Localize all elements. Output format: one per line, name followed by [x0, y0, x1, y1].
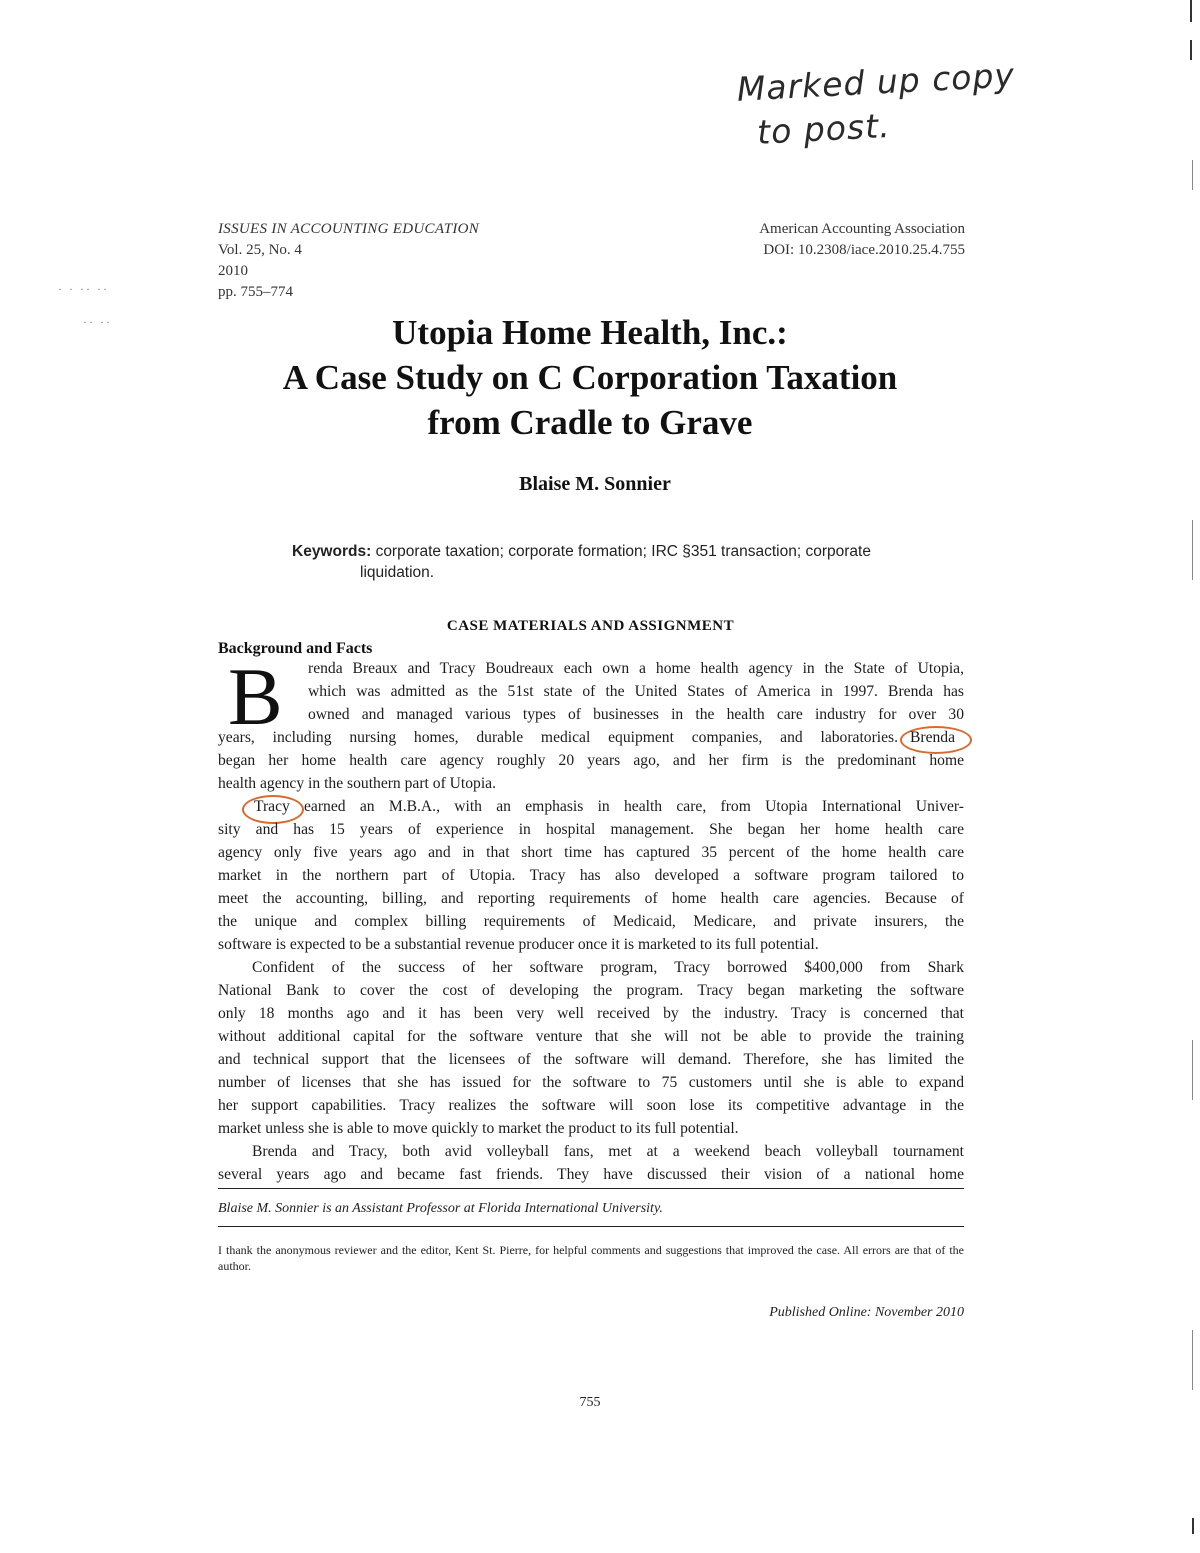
body-line: number of licenses that she has issued for the software to 75 customers until she is able to expand	[218, 1074, 964, 1091]
journal-year: 2010	[218, 263, 248, 279]
scan-edge-mark	[1192, 1518, 1194, 1534]
author-name: Blaise M. Sonnier	[519, 473, 671, 495]
body-line: years, including nursing homes, durable medical equipment companies, and laboratories.	[218, 729, 898, 746]
body-line: health agency in the southern part of Utopia.	[218, 775, 496, 792]
footnote-rule-top	[218, 1188, 964, 1189]
body-line: meet the accounting, billing, and reporting requirements of home health care agencies. Because of	[218, 890, 964, 907]
scan-artifact: · · ·· ··	[58, 282, 109, 296]
journal-header-left	[218, 219, 479, 303]
scan-edge-mark	[1192, 1330, 1193, 1390]
scan-edge-mark	[1192, 1040, 1193, 1100]
keywords-text-line2: liquidation.	[360, 564, 435, 581]
title-line-1: Utopia Home Health, Inc.:	[392, 313, 788, 352]
body-line: Confident of the success of her software program, Tracy borrowed $400,000 from Shark	[252, 959, 964, 976]
title-line-2: A Case Study on C Corporation Taxation	[282, 358, 898, 397]
keywords-label: Keywords:	[292, 543, 372, 560]
title-line-3: from Cradle to Grave	[427, 403, 753, 442]
journal-volume: Vol. 25, No. 4	[218, 242, 302, 258]
paper-title	[180, 310, 1000, 445]
body-line: renda Breaux and Tracy Boudreaux each own a home health agency in the State of Utopia,	[308, 660, 964, 677]
subsection-heading: Background and Facts	[218, 640, 373, 657]
body-line: National Bank to cover the cost of developing the program. Tracy began marketing the software	[218, 982, 964, 999]
handwritten-note-graphic	[735, 55, 1016, 158]
publisher-name: American Accounting Association	[759, 221, 965, 237]
body-line: market in the northern part of Utopia. Tracy has also developed a software program tailored to	[218, 867, 964, 884]
circled-word-tracy: Tracy	[254, 798, 290, 815]
keywords-text-line1: corporate taxation; corporate formation; IRC §351 transaction; corporate	[375, 543, 871, 560]
body-line: several years ago and became fast friends. They have discussed their vision of a national home	[218, 1166, 964, 1183]
scan-edge-mark	[1192, 160, 1193, 190]
handwritten-note-line1: Marked up copy	[735, 55, 1016, 109]
body-line: owned and managed various types of businesses in the health care industry for over 30	[308, 706, 964, 723]
handwritten-note-line2: to post.	[756, 105, 892, 152]
doi-text: DOI: 10.2308/iace.2010.25.4.755	[763, 242, 965, 258]
handwritten-note	[735, 55, 1016, 158]
body-line: Brenda and Tracy, both avid volleyball fans, met at a weekend beach volleyball tournament	[252, 1143, 964, 1160]
body-line: agency only five years ago and in that short time has captured 35 percent of the home health care	[218, 844, 964, 861]
drop-cap: B	[228, 651, 283, 742]
body-line: her support capabilities. Tracy realizes the software will soon lose its competitive advantage in the	[218, 1097, 964, 1114]
body-line: earned an M.B.A., with an emphasis in health care, from Utopia International Univer-	[304, 798, 964, 815]
circled-word-brenda: Brenda	[910, 729, 956, 746]
acknowledgment-footnote: I thank the anonymous reviewer and the editor, Kent St. Pierre, for helpful comments and suggestions that improved the case. All errors are that of the author.	[218, 1243, 964, 1273]
footnote-rule-bottom	[218, 1226, 964, 1227]
body-line: and technical support that the licensees of the software will demand. Therefore, she has limited the	[218, 1051, 964, 1068]
body-line: without additional capital for the software venture that she will not be able to provide the training	[218, 1028, 964, 1045]
scan-edge-mark	[1192, 520, 1193, 580]
scan-edge-mark	[1190, 0, 1192, 22]
journal-pages: pp. 755–774	[218, 284, 293, 300]
author-affiliation-footnote: Blaise M. Sonnier is an Assistant Professor at Florida International University.	[218, 1201, 663, 1216]
page-number: 755	[579, 1395, 601, 1410]
body-line: began her home health care agency roughly 20 years ago, and her firm is the predominant home	[218, 752, 964, 769]
body-line: only 18 months ago and it has been very well received by the industry. Tracy is concerned that	[218, 1005, 964, 1022]
journal-name: ISSUES IN ACCOUNTING EDUCATION	[218, 221, 480, 237]
section-heading: CASE MATERIALS AND ASSIGNMENT	[446, 618, 735, 634]
body-line: software is expected to be a substantial revenue producer once it is marketed to its full potential.	[218, 936, 819, 953]
scan-edge-mark	[1190, 40, 1192, 60]
keywords-block	[292, 541, 932, 583]
published-online-date: Published Online: November 2010	[769, 1305, 964, 1320]
body-line: the unique and complex billing requirements of Medicaid, Medicare, and private insurers, the	[218, 913, 964, 930]
journal-header-right	[600, 219, 965, 261]
body-line: market unless she is able to move quickly to market the product to its full potential.	[218, 1120, 739, 1137]
body-line: sity and has 15 years of experience in hospital management. She began her home health care	[218, 821, 964, 838]
scan-artifact: ·· ··	[83, 315, 112, 329]
body-line: which was admitted as the 51st state of the United States of America in 1997. Brenda has	[308, 683, 964, 700]
